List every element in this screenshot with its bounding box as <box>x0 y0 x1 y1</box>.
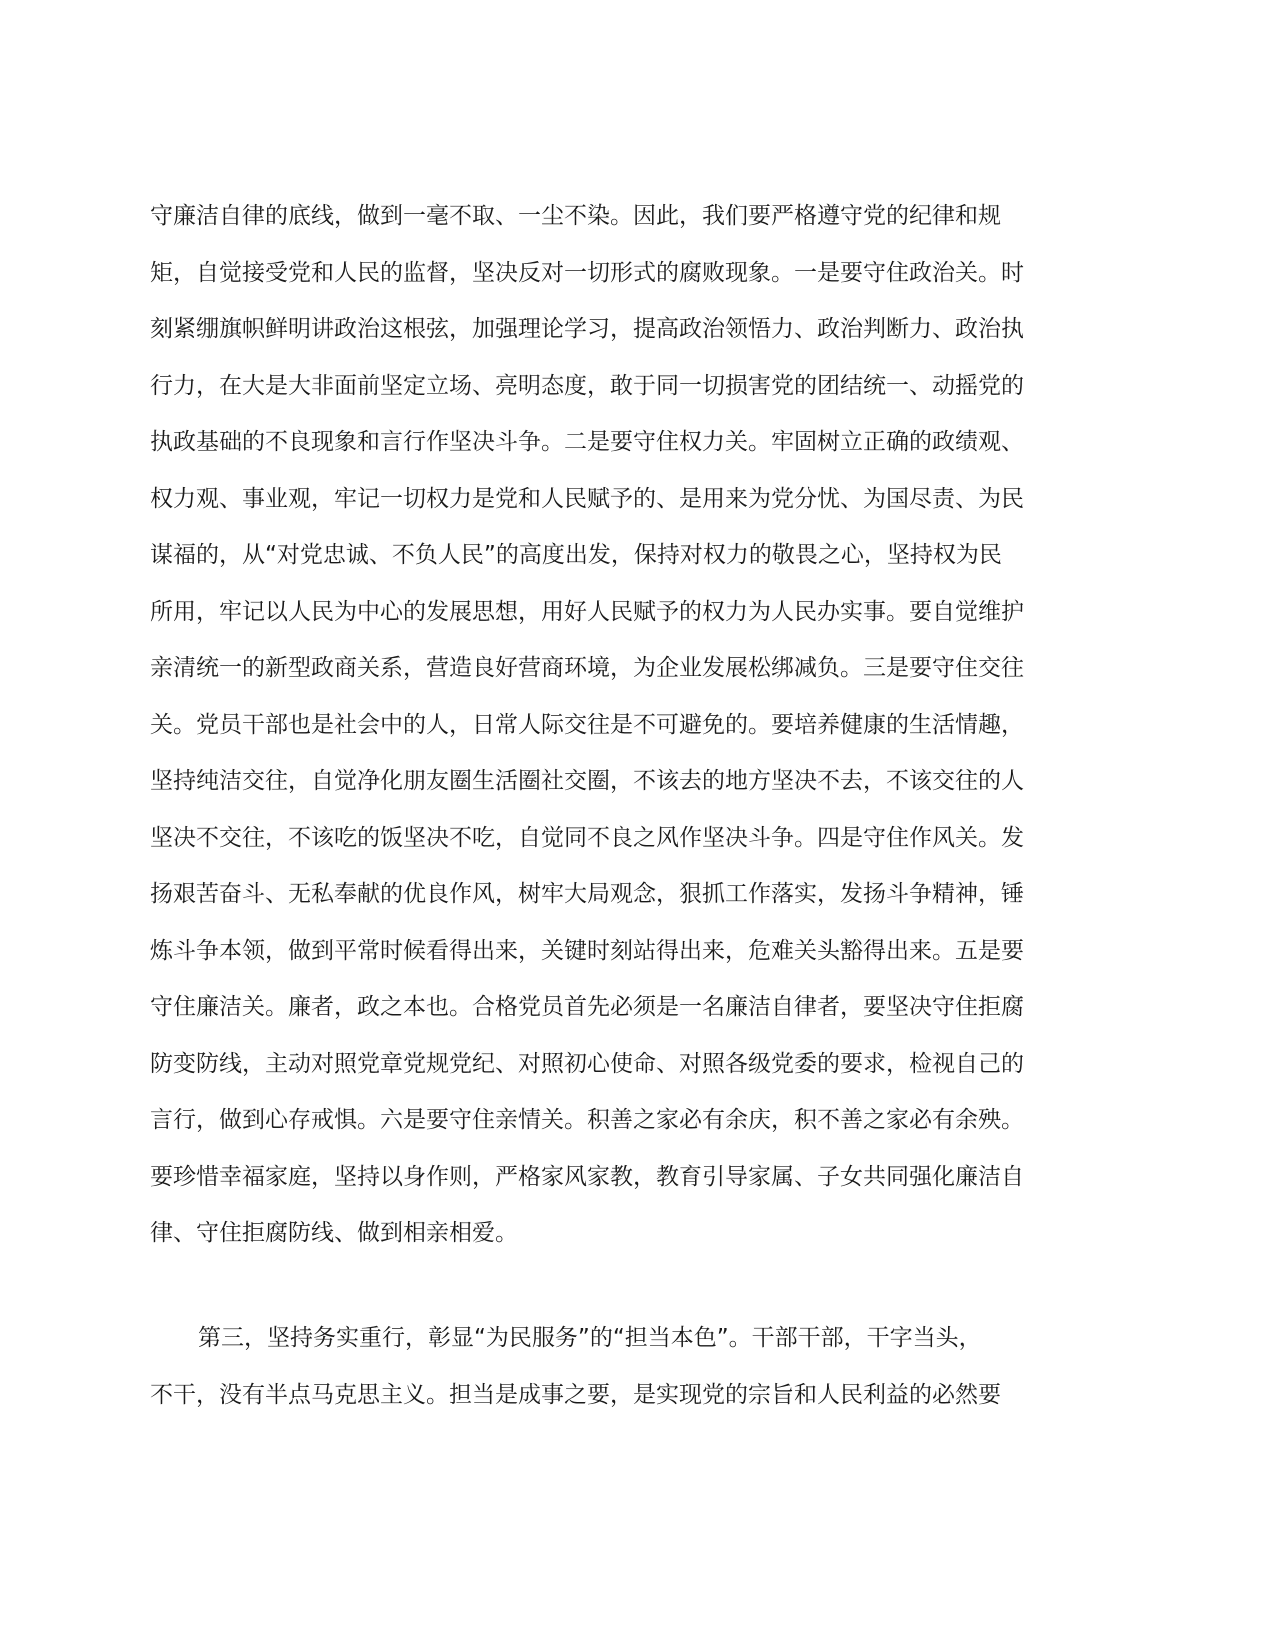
text-line: 坚决不交往，不该吃的饭坚决不吃，自觉同不良之风作坚决斗争。四是守住作风关。发 <box>150 824 1024 851</box>
text-line: 第三，坚持务实重行，彰显“为民服务”的“担当本色”。干部干部，干字当头， <box>198 1325 982 1351</box>
text-line: 律、守住拒腐防线、做到相亲相爱。 <box>150 1220 518 1246</box>
text-line: 权力观、事业观，牢记一切权力是党和人民赋予的、是用来为党分忧、为国尽责、为民 <box>150 485 1024 512</box>
text-line: 守住廉洁关。廉者，政之本也。合格党员首先必须是一名廉洁自律者，要坚决守住拒腐 <box>150 994 1024 1020</box>
text-line: 不干，没有半点马克思主义。担当是成事之要，是实现党的宗旨和人民利益的必然要 <box>150 1381 1001 1408</box>
text-line: 扬艰苦奋斗、无私奉献的优良作风，树牢大局观念，狠抓工作落实，发扬斗争精神，锤 <box>150 881 1024 907</box>
text-line: 关。党员干部也是社会中的人，日常人际交往是不可避免的。要培养健康的生活情趣， <box>150 711 1024 738</box>
text-line: 守廉洁自律的底线，做到一毫不取、一尘不染。因此，我们要严格遵守党的纪律和规 <box>150 203 1001 229</box>
text-line: 炼斗争本领，做到平常时候看得出来，关键时刻站得出来，危难关头豁得出来。五是要 <box>150 937 1024 964</box>
text-line: 亲清统一的新型政商关系，营造良好营商环境，为企业发展松绑减负。三是要守住交往 <box>150 655 1024 681</box>
text-line: 所用，牢记以人民为中心的发展思想，用好人民赋予的权力为人民办实事。要自觉维护 <box>150 598 1024 625</box>
text-line: 言行，做到心存戒惧。六是要守住亲情关。积善之家必有余庆，积不善之家必有余殃。 <box>150 1107 1024 1133</box>
paragraph-2 <box>150 1310 1080 1423</box>
text-line: 刻紧绷旗帜鲜明讲政治这根弦，加强理论学习，提高政治领悟力、政治判断力、政治执 <box>150 316 1024 342</box>
paragraph-1 <box>150 188 1080 1262</box>
text-line: 行力，在大是大非面前坚定立场、亮明态度，敢于同一切损害党的团结统一、动摇党的 <box>150 372 1024 399</box>
text-line: 要珍惜幸福家庭，坚持以身作则，严格家风家教，教育引导家属、子女共同强化廉洁自 <box>150 1163 1024 1190</box>
text-line: 执政基础的不良现象和言行作坚决斗争。二是要守住权力关。牢固树立正确的政绩观、 <box>150 429 1024 455</box>
text-line: 谋福的，从“对党忠诚、不负人民”的高度出发，保持对权力的敬畏之心，坚持权为民 <box>150 542 1002 568</box>
text-line: 坚持纯洁交往，自觉净化朋友圈生活圈社交圈，不该去的地方坚决不去，不该交往的人 <box>150 768 1024 794</box>
text-line: 矩，自觉接受党和人民的监督，坚决反对一切形式的腐败现象。一是要守住政治关。时 <box>150 259 1024 286</box>
text-line: 防变防线，主动对照党章党规党纪、对照初心使命、对照各级党委的要求，检视自己的 <box>150 1050 1024 1077</box>
